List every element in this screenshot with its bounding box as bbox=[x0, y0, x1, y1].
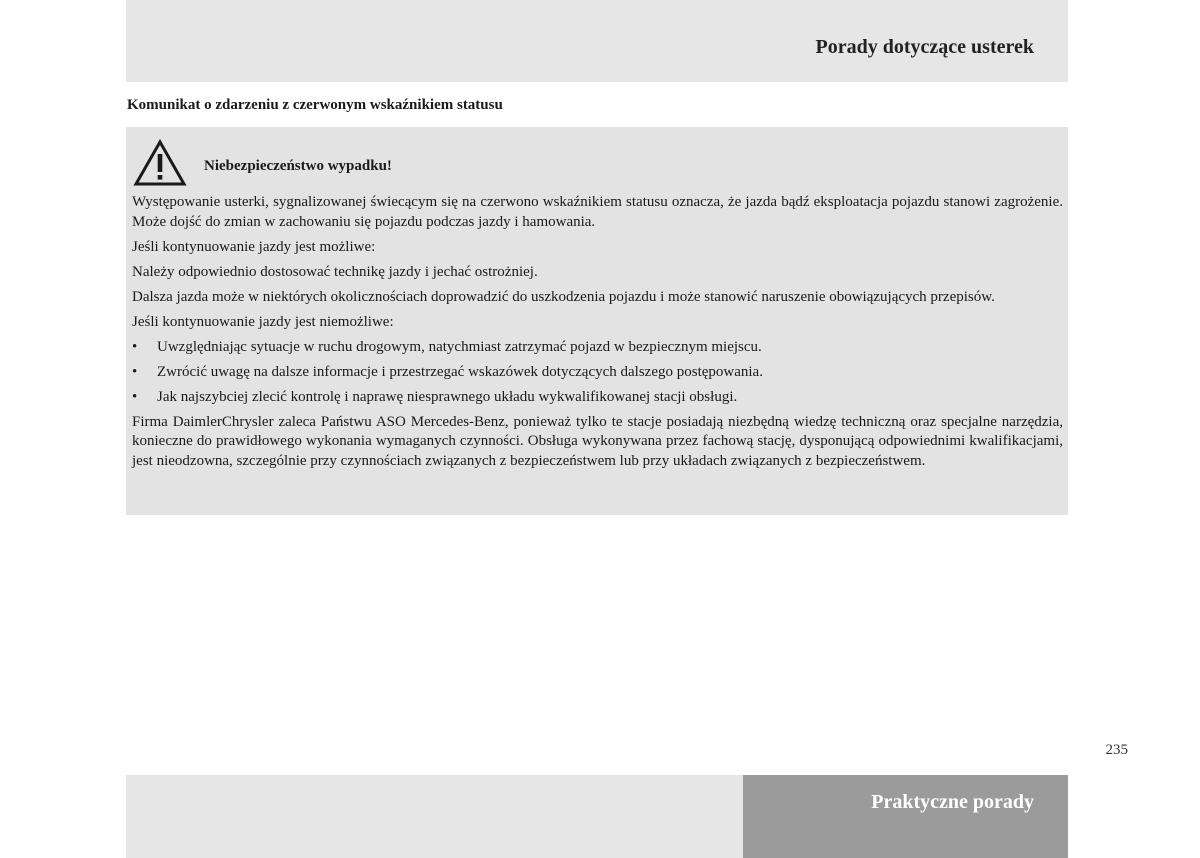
warning-heading: Niebezpieczeństwo wypadku! bbox=[204, 158, 392, 174]
chapter-title: Porady dotyczące usterek bbox=[815, 36, 1034, 58]
header-bar bbox=[126, 0, 1068, 82]
bullet-icon: • bbox=[132, 388, 138, 405]
warning-box bbox=[126, 127, 1068, 515]
list-item bbox=[132, 338, 1063, 358]
list-item bbox=[132, 388, 1063, 408]
footer-bar bbox=[126, 775, 743, 858]
page-number: 235 bbox=[1105, 742, 1128, 758]
section-title: Komunikat o zdarzeniu z czerwonym wskaźnikiem statusu bbox=[127, 97, 503, 113]
bullet-icon: • bbox=[132, 363, 138, 380]
list-item-text: Jak najszybciej zlecić kontrolę i naprawę niesprawnego układu wykwalifikowanej stacji obsługi. bbox=[157, 388, 738, 405]
warning-triangle-icon bbox=[133, 139, 187, 187]
list-item-text: Zwrócić uwagę na dalsze informacje i przestrzegać wskazówek dotyczących dalszego postępowania. bbox=[157, 363, 763, 380]
closing-paragraph: Firma DaimlerChrysler zaleca Państwu ASO Mercedes-Benz, ponieważ tylko te stacje posiadają niezbędną wiedzę techniczną oraz specjalne narzędzia, konieczne do prawidłowego wykonania wymaganych czynności. Obsługa wykonywana przez fachową stację, dysponującą odpowiednimi kwalifikacjami, jest nieodzowna, szczególnie przy czynnościach związanych z bezpieczeństwem lub przy układach związanych z bezpieczeństwem. bbox=[132, 413, 1063, 469]
warning-content bbox=[132, 193, 1063, 477]
list-item-text: Uwzględniając sytuacje w ruchu drogowym, natychmiast zatrzymać pojazd w bezpiecznym miejscu. bbox=[157, 338, 762, 355]
bullet-icon: • bbox=[132, 338, 138, 355]
warning-paragraph: Jeśli kontynuowanie jazdy jest niemożliwe: bbox=[132, 313, 394, 330]
footer-section-title: Praktyczne porady bbox=[871, 791, 1034, 813]
warning-paragraph: Należy odpowiednio dostosować technikę jazdy i jechać ostrożniej. bbox=[132, 263, 538, 280]
list-item bbox=[132, 363, 1063, 383]
footer-section-tab bbox=[743, 775, 1068, 858]
warning-paragraph: Jeśli kontynuowanie jazdy jest możliwe: bbox=[132, 238, 376, 255]
instruction-list bbox=[132, 338, 1063, 408]
warning-paragraph: Występowanie usterki, sygnalizowanej świecącym się na czerwono wskaźnikiem statusu oznacza, że jazda bądź eksploatacja pojazdu stanowi zagrożenie. Może dojść do zmian w zachowaniu się pojazdu podczas jazdy i hamowania. bbox=[132, 194, 1063, 230]
warning-paragraph: Dalsza jazda może w niektórych okolicznościach doprowadzić do uszkodzenia pojazdu i może stanowić naruszenie obowiązujących przepisów. bbox=[132, 288, 995, 305]
